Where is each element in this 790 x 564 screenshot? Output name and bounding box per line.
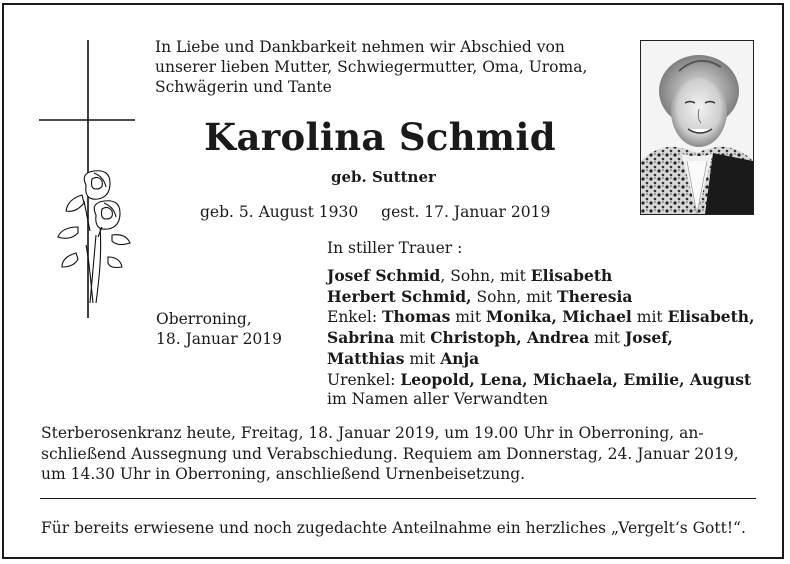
intro-text [155, 37, 625, 97]
service-line: Sterberosenkranz heute, Freitag, 18. Januar 2019, um 19.00 Uhr in Oberroning, an- [41, 424, 704, 442]
obituary-notice [2, 3, 784, 559]
mourners-list [327, 266, 754, 410]
life-dates [200, 203, 550, 221]
intro-line: unserer lieben Mutter, Schwiegermutter, Oma, Uroma, [155, 58, 588, 76]
list-item: Enkel: Thomas mit Monika, Michael mit Elisabeth, [327, 307, 755, 327]
birth-date: geb. 5. August 1930 [200, 203, 359, 221]
divider [40, 498, 756, 499]
service-details [41, 423, 761, 485]
portrait-image [641, 41, 753, 214]
list-item: Sabrina mit Christoph, Andrea mit Josef, [327, 328, 673, 348]
intro-line: Schwägerin und Tante [155, 78, 332, 96]
service-line: um 14.30 Uhr in Oberroning, anschließend Urnenbeisetzung. [41, 465, 526, 483]
list-item: Urenkel: Leopold, Lena, Michaela, Emilie, August [327, 369, 752, 389]
service-line: schließend Aussegnung und Verabschiedung. Requiem am Donnerstag, 24. Januar 2019, [41, 444, 739, 463]
mourning-heading: In stiller Trauer : [327, 239, 463, 257]
maiden-name: geb. Suttner [331, 168, 436, 186]
place: Oberroning, [156, 310, 252, 328]
portrait-photo [640, 40, 754, 215]
list-item: Josef Schmid, Sohn, mit Elisabeth [327, 266, 613, 285]
date: 18. Januar 2019 [156, 329, 283, 348]
list-item: Matthias mit Anja [327, 348, 480, 368]
death-date: gest. 17. Januar 2019 [381, 203, 551, 221]
rose-bouquet-icon [56, 165, 136, 305]
intro-line: In Liebe und Dankbarkeit nehmen wir Abschied von [155, 38, 565, 56]
thanks-text: Für bereits erwiesene und noch zugedachte Anteilnahme ein herzliches „Vergelt‘s Gott!“. [41, 519, 746, 537]
place-date [156, 310, 282, 349]
deceased-name: Karolina Schmid [204, 115, 556, 159]
list-item: im Namen aller Verwandten [327, 390, 548, 409]
list-item: Herbert Schmid, Sohn, mit Theresia [327, 286, 633, 306]
